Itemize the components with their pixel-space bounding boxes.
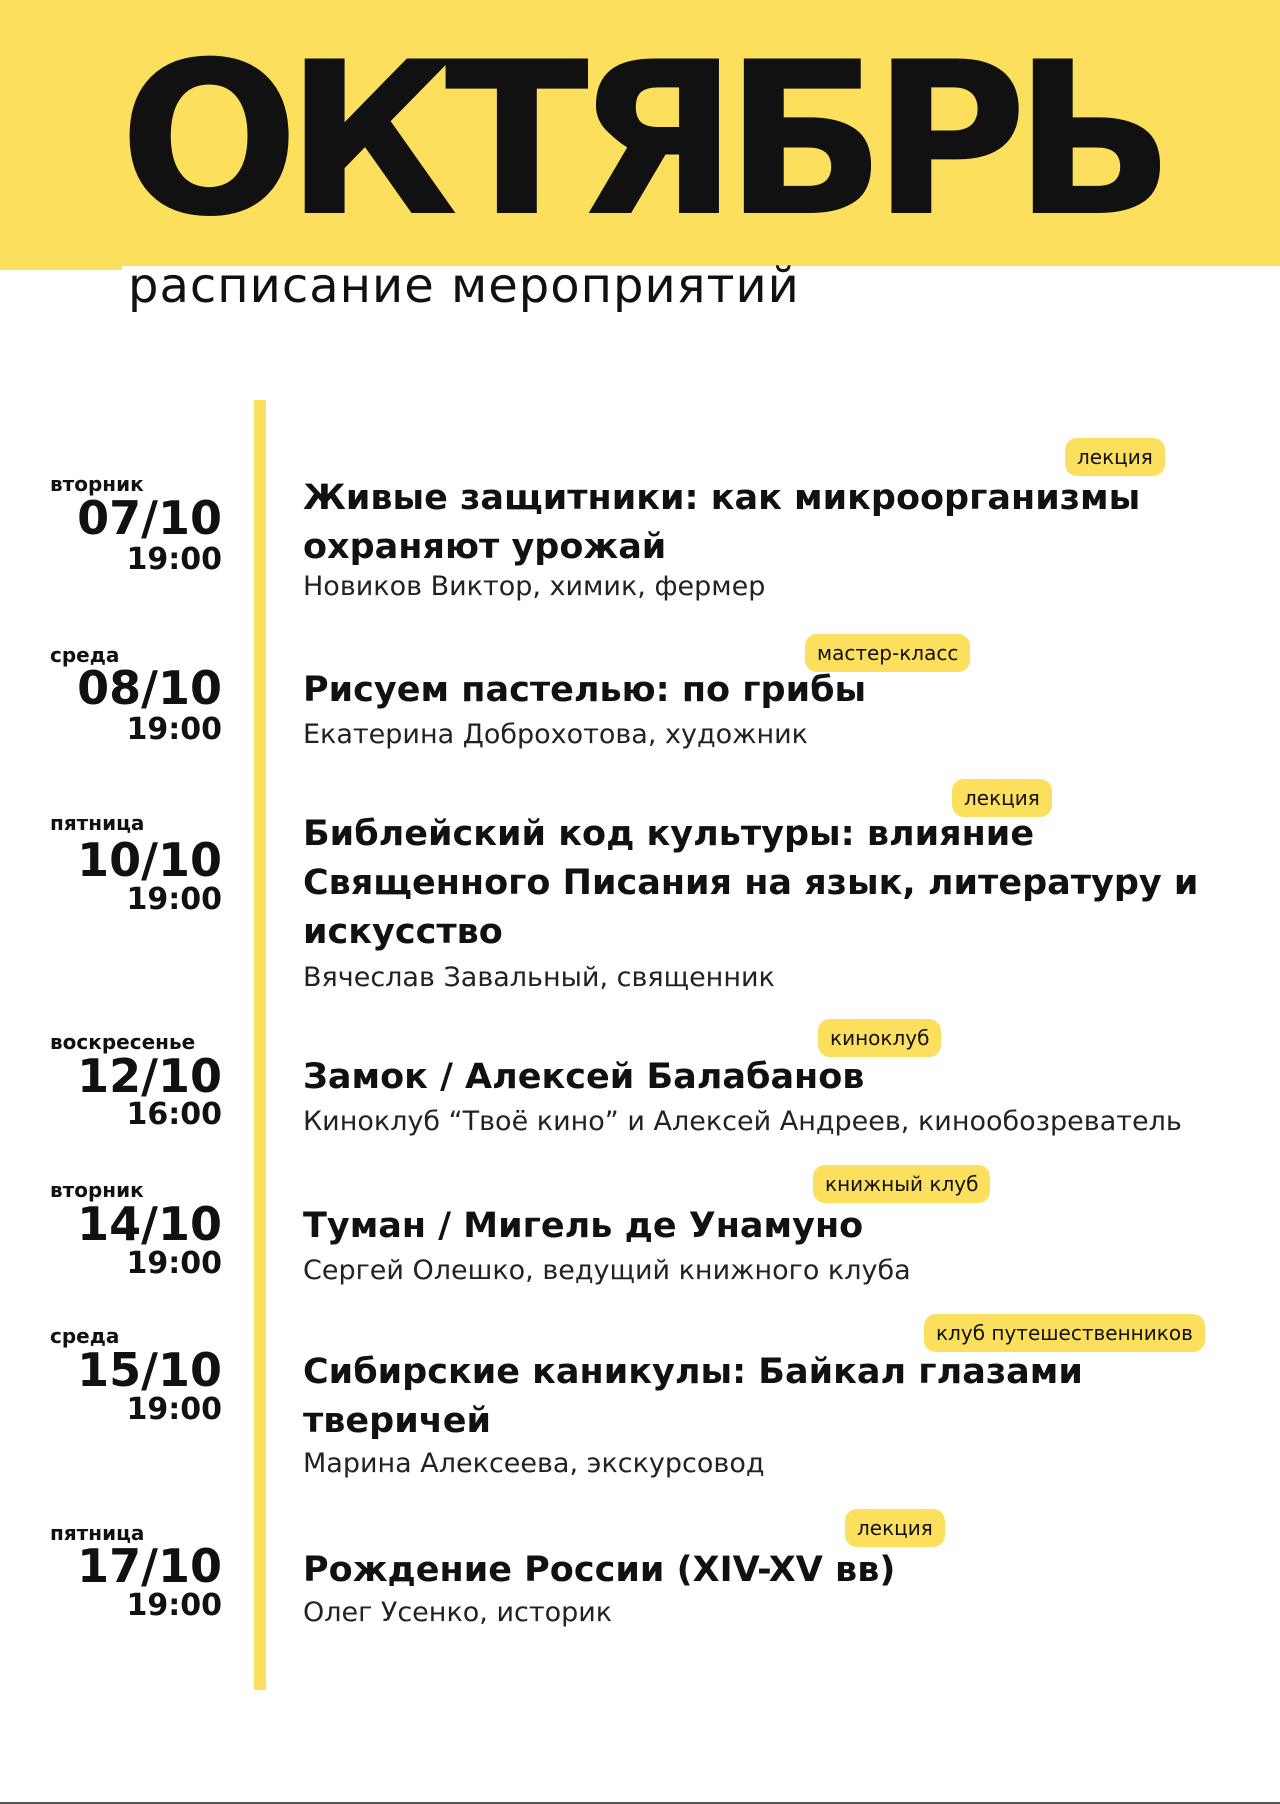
event-day: вторник [50,472,144,496]
event-day: пятница [50,1521,145,1545]
timeline-bar [254,400,266,1690]
page-subtitle: расписание мероприятий [128,258,800,314]
event-time: 19:00 [126,1392,222,1427]
event-day: пятница [50,811,145,835]
event-date: 08/10 [77,661,222,715]
event-tag: лекция [845,1509,945,1547]
event-title: Туман / Мигель де Унамуно [303,1206,864,1246]
event-tag: лекция [952,779,1052,817]
event-tag: киноклуб [818,1019,941,1057]
event-title: Замок / Алексей Балабанов [303,1057,865,1097]
event-tag: клуб путешественников [924,1314,1205,1352]
event-tag: мастер-класс [805,634,970,672]
event-time: 19:00 [126,712,222,747]
event-speaker: Марина Алексеева, экскурсовод [303,1448,765,1479]
event-time: 19:00 [126,542,222,577]
event-speaker: Олег Усенко, историк [303,1597,613,1628]
event-speaker: Вячеслав Завальный, священник [303,962,775,993]
event-title: Живые защитники: как микроорганизмы охраняют урожай [303,478,1141,567]
event-speaker: Киноклуб “Твоё кино” и Алексей Андреев, кинообозреватель [303,1106,1182,1137]
event-day: среда [50,1324,120,1348]
event-tag: книжный клуб [813,1165,990,1203]
event-speaker: Новиков Виктор, химик, фермер [303,571,766,602]
event-tag: лекция [1065,438,1165,476]
event-title: Сибирские каникулы: Байкал глазами тверичей [303,1352,1083,1441]
event-day: воскресенье [50,1030,196,1054]
event-day: вторник [50,1178,144,1202]
event-speaker: Сергей Олешко, ведущий книжного клуба [303,1255,911,1286]
event-date: 14/10 [77,1197,222,1251]
event-time: 19:00 [126,1588,222,1623]
event-date: 10/10 [77,833,222,887]
page-title: ОКТЯБРЬ [119,16,1161,263]
event-title: Библейский код культуры: влияние Священного Писания на язык, литературу и искусство [303,814,1199,952]
event-date: 17/10 [77,1539,222,1593]
event-title: Рисуем пастелью: по грибы [303,670,867,710]
event-time: 19:00 [126,1246,222,1281]
event-day: среда [50,643,120,667]
event-time: 16:00 [126,1097,222,1132]
event-date: 12/10 [77,1049,222,1103]
event-time: 19:00 [126,882,222,917]
event-title: Рождение России (XIV-XV вв) [303,1550,896,1590]
event-speaker: Екатерина Доброхотова, художник [303,719,808,750]
event-date: 07/10 [77,491,222,545]
event-date: 15/10 [77,1343,222,1397]
